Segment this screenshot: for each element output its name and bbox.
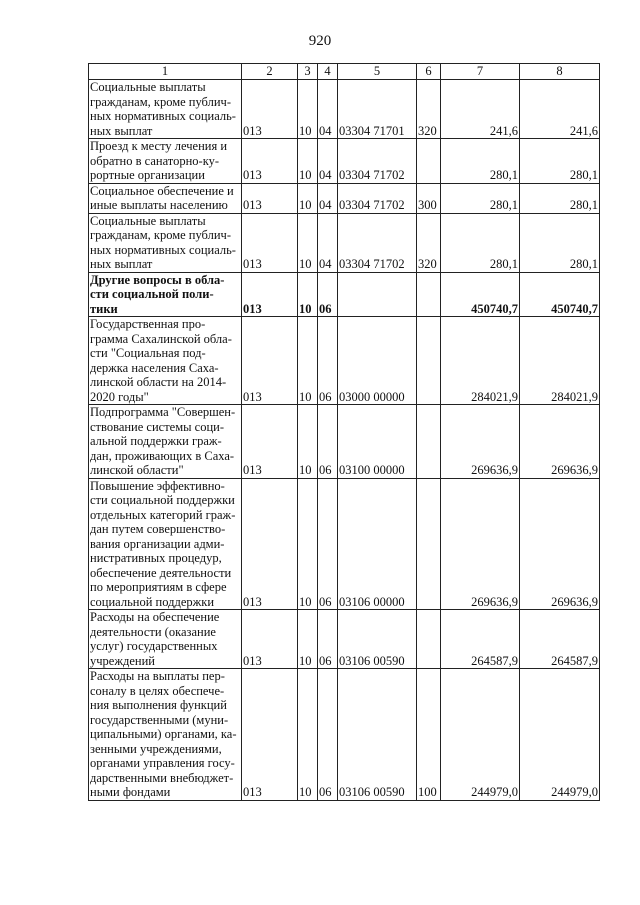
row-amount-1: 269636,9: [441, 405, 520, 479]
row-subsection-code: 04: [318, 80, 338, 139]
row-subsection-code: 04: [318, 183, 338, 213]
row-section-code: 10: [298, 183, 318, 213]
row-name: Другие вопросы в обла- сти социальной поли- тики: [89, 272, 242, 317]
row-name: Государственная про- грамма Сахалинской обла- сти "Социальная под- держка населения Саха- линской области на 2014- 2020 годы": [89, 317, 242, 405]
row-subsection-code: 06: [318, 405, 338, 479]
column-header: 1: [89, 64, 242, 80]
row-amount-1: 244979,0: [441, 669, 520, 801]
row-section-code: 10: [298, 610, 318, 669]
row-subsection-code: 06: [318, 610, 338, 669]
row-amount-2: 280,1: [520, 183, 600, 213]
row-target-article: 03106 00590: [338, 610, 417, 669]
budget-table: [88, 63, 600, 801]
row-target-article: 03106 00000: [338, 478, 417, 610]
row-name: Проезд к месту лечения и обратно в санаторно-ку- рортные организации: [89, 139, 242, 184]
row-target-article: [338, 272, 417, 317]
table-row: [89, 405, 600, 479]
row-name: Социальные выплаты гражданам, кроме публич- ных нормативных социаль- ных выплат: [89, 80, 242, 139]
table-row: [89, 139, 600, 184]
row-expense-type: 300: [417, 183, 441, 213]
table-row: [89, 183, 600, 213]
row-subsection-code: 04: [318, 139, 338, 184]
table-row: [89, 213, 600, 272]
row-section-code: 10: [298, 317, 318, 405]
row-ministry-code: 013: [242, 213, 298, 272]
row-ministry-code: 013: [242, 139, 298, 184]
table-row: [89, 478, 600, 610]
row-amount-2: 269636,9: [520, 405, 600, 479]
row-expense-type: [417, 139, 441, 184]
column-header: 7: [441, 64, 520, 80]
column-header: 5: [338, 64, 417, 80]
row-ministry-code: 013: [242, 272, 298, 317]
row-section-code: 10: [298, 272, 318, 317]
row-name: Подпрограмма "Совершен- ствование системы соци- альной поддержки граж- дан, проживающих в Саха- линской области": [89, 405, 242, 479]
row-amount-2: 269636,9: [520, 478, 600, 610]
row-amount-1: 241,6: [441, 80, 520, 139]
row-name: Социальное обеспечение и иные выплаты населению: [89, 183, 242, 213]
row-target-article: 03304 71702: [338, 139, 417, 184]
row-ministry-code: 013: [242, 405, 298, 479]
row-target-article: 03304 71701: [338, 80, 417, 139]
row-expense-type: 320: [417, 80, 441, 139]
row-target-article: 03304 71702: [338, 183, 417, 213]
row-target-article: 03304 71702: [338, 213, 417, 272]
column-header: 2: [242, 64, 298, 80]
row-target-article: 03100 00000: [338, 405, 417, 479]
row-amount-1: 280,1: [441, 183, 520, 213]
row-expense-type: [417, 478, 441, 610]
row-amount-1: 280,1: [441, 139, 520, 184]
table-row: [89, 317, 600, 405]
row-amount-2: 280,1: [520, 213, 600, 272]
row-name: Расходы на обеспечение деятельности (оказание услуг) государственных учреждений: [89, 610, 242, 669]
row-amount-2: 241,6: [520, 80, 600, 139]
row-amount-1: 280,1: [441, 213, 520, 272]
row-target-article: 03106 00590: [338, 669, 417, 801]
row-amount-1: 264587,9: [441, 610, 520, 669]
page-number: 920: [308, 33, 332, 49]
row-subsection-code: 06: [318, 478, 338, 610]
row-subsection-code: 06: [318, 272, 338, 317]
row-amount-1: 450740,7: [441, 272, 520, 317]
header-row: [89, 64, 600, 80]
row-expense-type: 100: [417, 669, 441, 801]
row-section-code: 10: [298, 405, 318, 479]
table-body: [89, 80, 600, 801]
row-name: Расходы на выплаты пер- соналу в целях обеспече- ния выполнения функций государственными (муни- ципальными) органами, ка- зенными учреждениями, органами управления госу- дарственными внебюджет- ными фондами: [89, 669, 242, 801]
row-ministry-code: 013: [242, 610, 298, 669]
row-section-code: 10: [298, 213, 318, 272]
row-name: Социальные выплаты гражданам, кроме публич- ных нормативных социаль- ных выплат: [89, 213, 242, 272]
column-header: 4: [318, 64, 338, 80]
row-amount-2: 244979,0: [520, 669, 600, 801]
row-ministry-code: 013: [242, 183, 298, 213]
column-header: 8: [520, 64, 600, 80]
row-ministry-code: 013: [242, 478, 298, 610]
table-row: [89, 272, 600, 317]
row-section-code: 10: [298, 478, 318, 610]
row-expense-type: 320: [417, 213, 441, 272]
row-subsection-code: 06: [318, 317, 338, 405]
row-name: Повышение эффективно- сти социальной поддержки отдельных категорий граж- дан путем совершенство- вания организации адми- нистративных процедур, обеспечение деятельности по мероприятиям в сфере социальной поддержки: [89, 478, 242, 610]
row-section-code: 10: [298, 139, 318, 184]
row-amount-2: 284021,9: [520, 317, 600, 405]
row-subsection-code: 06: [318, 669, 338, 801]
row-section-code: 10: [298, 669, 318, 801]
table-row: [89, 80, 600, 139]
row-amount-2: 450740,7: [520, 272, 600, 317]
column-header: 3: [298, 64, 318, 80]
row-amount-2: 264587,9: [520, 610, 600, 669]
row-amount-1: 269636,9: [441, 478, 520, 610]
table-row: [89, 669, 600, 801]
row-expense-type: [417, 610, 441, 669]
row-expense-type: [417, 317, 441, 405]
row-subsection-code: 04: [318, 213, 338, 272]
row-ministry-code: 013: [242, 80, 298, 139]
row-expense-type: [417, 272, 441, 317]
row-expense-type: [417, 405, 441, 479]
row-ministry-code: 013: [242, 669, 298, 801]
row-target-article: 03000 00000: [338, 317, 417, 405]
row-amount-2: 280,1: [520, 139, 600, 184]
row-amount-1: 284021,9: [441, 317, 520, 405]
table-row: [89, 610, 600, 669]
row-section-code: 10: [298, 80, 318, 139]
column-header: 6: [417, 64, 441, 80]
row-ministry-code: 013: [242, 317, 298, 405]
